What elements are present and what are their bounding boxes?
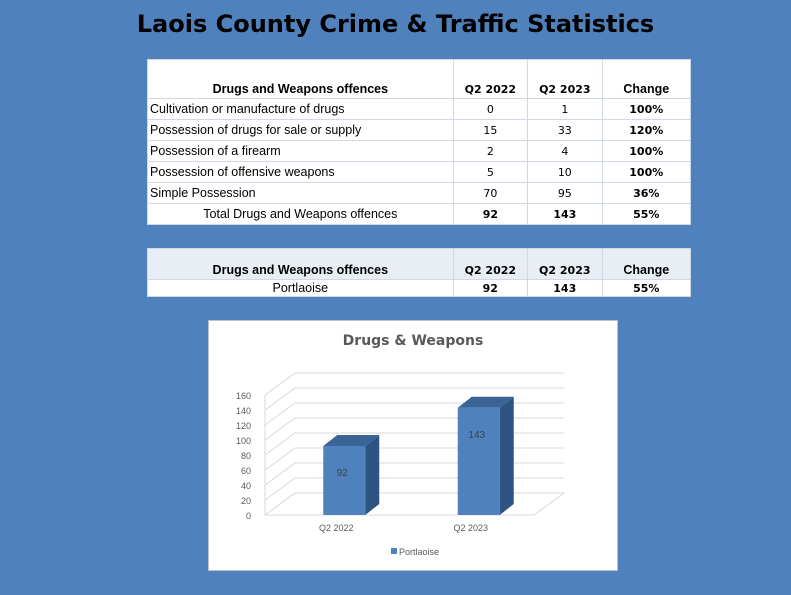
offence-name: Possession of drugs for sale or supply <box>148 120 454 141</box>
change-value: 36% <box>602 183 690 204</box>
table-header-row <box>148 60 691 99</box>
x-tick-label: Q2 2022 <box>318 523 354 533</box>
chart-floor <box>265 493 564 515</box>
total-label: Total Drugs and Weapons offences <box>148 204 454 225</box>
change-value: 55% <box>602 280 691 297</box>
header-q2-2022: Q2 2022 <box>453 249 527 280</box>
offences-table <box>147 59 691 225</box>
change-value: 100% <box>602 141 690 162</box>
gridline <box>265 418 564 440</box>
y-tick-label: 20 <box>240 496 251 506</box>
legend-label: Portlaoise <box>399 547 440 557</box>
offence-name: Cultivation or manufacture of drugs <box>148 99 454 120</box>
chart-container <box>208 320 618 571</box>
header-offence: Drugs and Weapons offences <box>148 60 454 99</box>
header-q2-2023: Q2 2023 <box>528 60 602 99</box>
table-row <box>148 99 691 120</box>
gridline <box>265 388 564 410</box>
gridline <box>265 433 564 455</box>
legend-swatch <box>391 548 397 554</box>
y-tick-label: 40 <box>240 481 251 491</box>
y-tick-label: 100 <box>235 436 251 446</box>
bar <box>458 408 500 515</box>
q2-2022-value: 5 <box>453 162 527 183</box>
data-label: 92 <box>336 468 348 479</box>
total-row <box>148 204 691 225</box>
header-offence: Drugs and Weapons offences <box>148 249 454 280</box>
q2-2023-value: 1 <box>528 99 602 120</box>
bar-chart <box>209 321 617 570</box>
total-q2-2022: 92 <box>453 204 527 225</box>
offence-name: Possession of a firearm <box>148 141 454 162</box>
q2-2023-value: 4 <box>528 141 602 162</box>
y-tick-label: 140 <box>235 406 251 416</box>
q2-2023-value: 10 <box>528 162 602 183</box>
district-name: Portlaoise <box>148 280 454 297</box>
gridline <box>265 463 564 485</box>
q2-2022-value: 2 <box>453 141 527 162</box>
bar <box>323 446 365 515</box>
y-tick-label: 80 <box>240 451 251 461</box>
gridline <box>265 373 564 395</box>
table-row <box>148 162 691 183</box>
gridline <box>265 448 564 470</box>
gridline <box>265 478 564 500</box>
bar-side <box>500 397 514 515</box>
header-change: Change <box>602 60 690 99</box>
q2-2023-value: 95 <box>528 183 602 204</box>
bar-side <box>365 435 379 515</box>
change-value: 100% <box>602 99 690 120</box>
portlaoise-table <box>147 248 691 297</box>
header-q2-2023: Q2 2023 <box>528 249 602 280</box>
y-tick-label: 120 <box>235 421 251 431</box>
gridline <box>265 403 564 425</box>
page-title: Laois County Crime & Traffic Statistics <box>136 10 655 38</box>
offence-name: Possession of offensive weapons <box>148 162 454 183</box>
y-tick-label: 60 <box>240 466 251 476</box>
total-change: 55% <box>602 204 690 225</box>
x-tick-label: Q2 2023 <box>453 523 489 533</box>
change-value: 100% <box>602 162 690 183</box>
table-row <box>148 141 691 162</box>
q2-2022-value: 70 <box>453 183 527 204</box>
table-row <box>148 280 691 297</box>
total-q2-2023: 143 <box>528 204 602 225</box>
offence-name: Simple Possession <box>148 183 454 204</box>
gridline <box>265 493 564 515</box>
q2-2023-value: 33 <box>528 120 602 141</box>
header-change: Change <box>602 249 691 280</box>
table-header-row <box>148 249 691 280</box>
chart-title: Drugs & Weapons <box>342 333 484 349</box>
q2-2022-value: 15 <box>453 120 527 141</box>
q2-2023-value: 143 <box>528 280 602 297</box>
data-label: 143 <box>468 429 486 441</box>
header-q2-2022: Q2 2022 <box>453 60 527 99</box>
y-tick-label: 0 <box>245 511 251 521</box>
change-value: 120% <box>602 120 690 141</box>
q2-2022-value: 92 <box>453 280 527 297</box>
y-tick-label: 160 <box>235 391 251 401</box>
table-row <box>148 120 691 141</box>
q2-2022-value: 0 <box>453 99 527 120</box>
table-row <box>148 183 691 204</box>
